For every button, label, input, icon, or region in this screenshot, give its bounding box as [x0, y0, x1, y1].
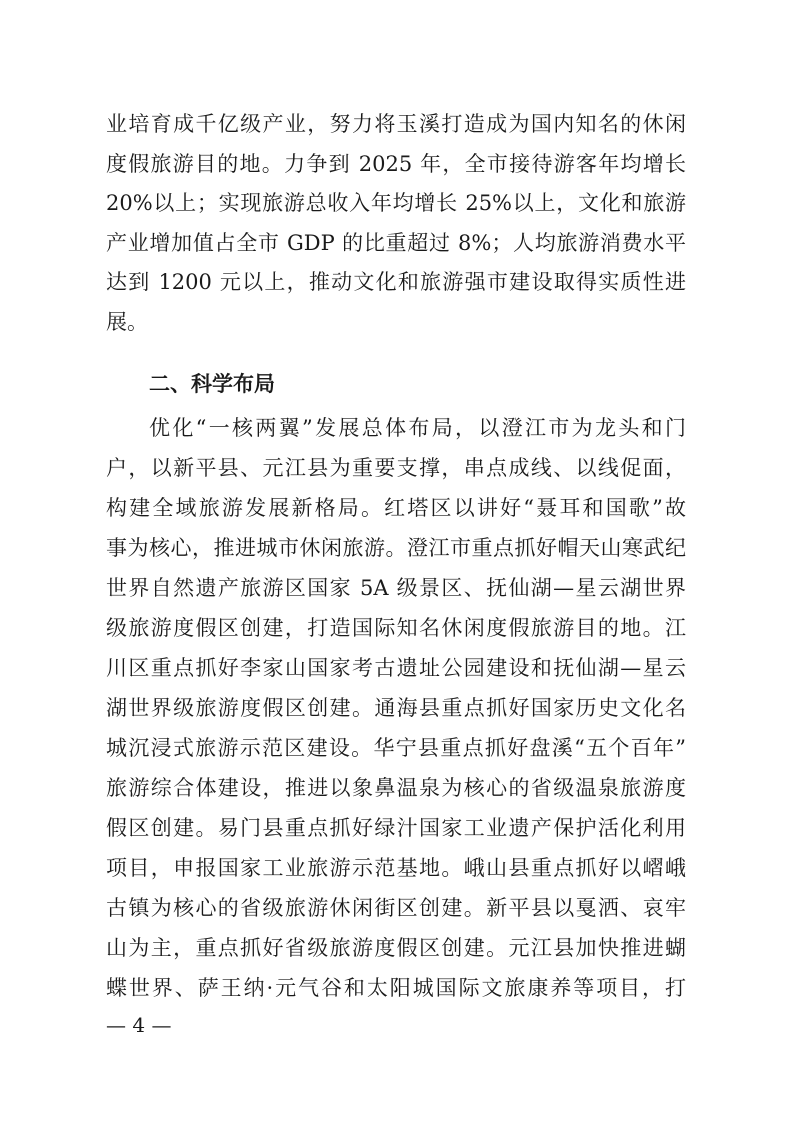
text-line: 山为主，重点抓好省级旅游度假区创建。元江县加快推进蝴	[106, 936, 686, 960]
text-line: 20%以上；实现旅游总收入年均增长 25%以上，文化和旅游	[106, 191, 686, 216]
text-line: 构建全域旅游发展新格局。红塔区以讲好“聂耳和国歌”故	[106, 496, 686, 520]
page-number: — 4 —	[106, 1013, 172, 1037]
text-line: 假区创建。易门县重点抓好绿汁国家工业遗产保护活化利用	[106, 816, 686, 840]
text-line: 湖世界级旅游度假区创建。通海县重点抓好国家历史文化名	[106, 696, 686, 720]
text-line: 达到 1200 元以上，推动文化和旅游强市建设取得实质性进	[106, 270, 686, 295]
text-line: 户，以新平县、元江县为重要支撑，串点成线、以线促面，	[106, 456, 686, 480]
text-line: 旅游综合体建设，推进以象鼻温泉为核心的省级温泉旅游度	[106, 776, 686, 800]
text-line: 城沉浸式旅游示范区建设。华宁县重点抓好盘溪“五个百年”	[106, 736, 686, 760]
text-line: 展。	[106, 310, 148, 334]
text-line: 度假旅游目的地。力争到 2025 年，全市接待游客年均增长	[106, 151, 686, 176]
text-line: 川区重点抓好李家山国家考古遗址公园建设和抚仙湖—星云	[106, 656, 686, 680]
section-heading: 二、科学布局	[149, 372, 275, 396]
text-line: 级旅游度假区创建，打造国际知名休闲度假旅游目的地。江	[106, 616, 686, 640]
text-line: 项目，申报国家工业旅游示范基地。峨山县重点抓好以嶍峨	[106, 856, 686, 880]
text-line: 事为核心，推进城市休闲旅游。澄江市重点抓好帽天山寒武纪	[106, 536, 686, 560]
text-line: 优化“一核两翼”发展总体布局，以澄江市为龙头和门	[149, 416, 686, 440]
text-line: 世界自然遗产旅游区国家 5A 级景区、抚仙湖—星云湖世界	[106, 576, 686, 600]
text-line: 蝶世界、萨王纳·元气谷和太阳城国际文旅康养等项目，打	[106, 976, 686, 1000]
text-line: 古镇为核心的省级旅游休闲街区创建。新平县以戛洒、哀牢	[106, 896, 686, 920]
text-line: 产业增加值占全市 GDP 的比重超过 8%；人均旅游消费水平	[106, 230, 686, 255]
text-line: 业培育成千亿级产业，努力将玉溪打造成为国内知名的休闲	[106, 112, 686, 136]
